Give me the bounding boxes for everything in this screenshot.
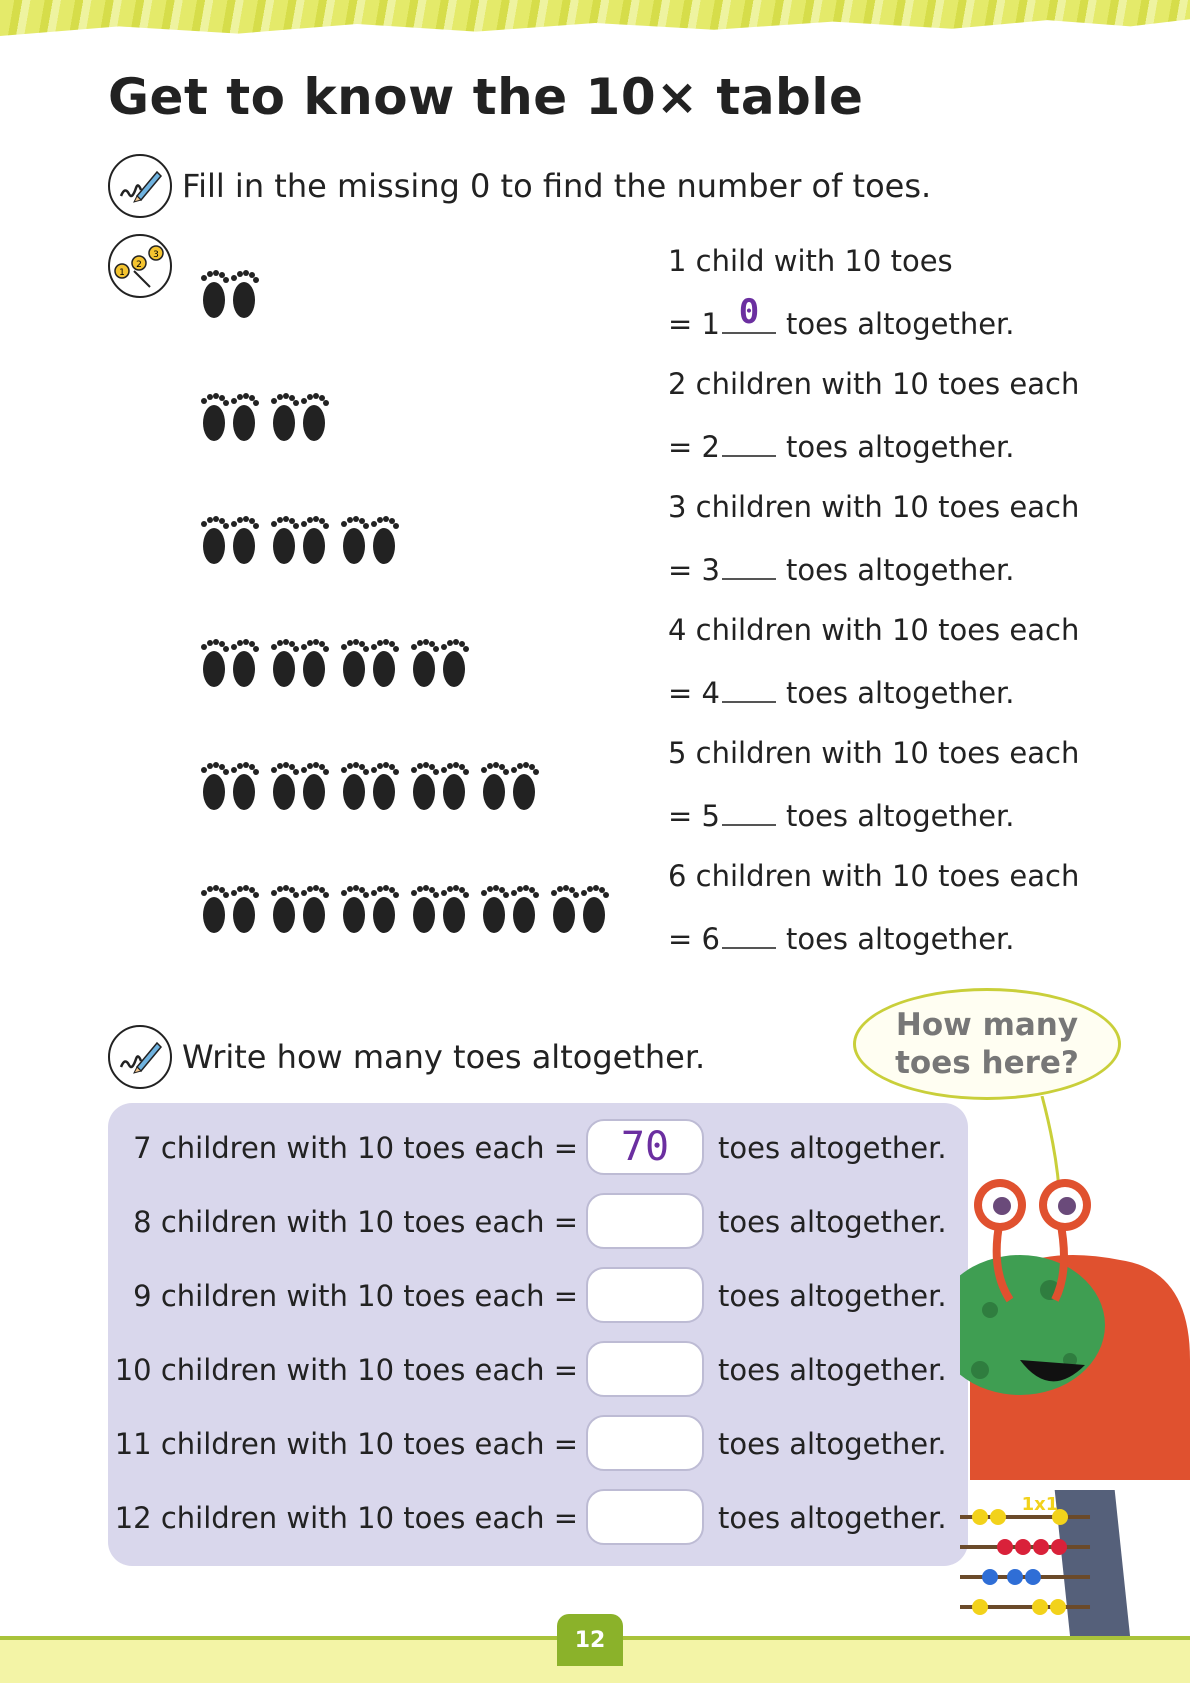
missing-zero-blank[interactable] <box>722 292 776 334</box>
feet-row <box>198 387 334 445</box>
crab-mascot-image <box>960 1160 1190 1640</box>
equation-line2 <box>668 292 1015 341</box>
foot-pair-icon <box>268 510 334 568</box>
answer-row-question: 7 children with 10 toes each = <box>133 1131 578 1165</box>
equation-line2 <box>668 550 1015 587</box>
answer-row-question: 8 children with 10 toes each = <box>133 1205 578 1239</box>
answer-box[interactable] <box>586 1267 704 1323</box>
feet-row <box>198 264 264 322</box>
equation-prefix: = 5 <box>668 799 720 833</box>
top-decorative-band <box>0 0 1190 48</box>
speech-bubble-line2: toes here? <box>895 1045 1079 1081</box>
missing-zero-blank[interactable] <box>722 673 776 703</box>
equation-suffix: toes altogether. <box>785 676 1015 710</box>
answer-row-suffix: toes altogether. <box>718 1501 947 1535</box>
equation-line1: 3 children with 10 toes each <box>668 490 1080 524</box>
answer-row-suffix: toes altogether. <box>718 1427 947 1461</box>
feet-row <box>198 510 404 568</box>
foot-pair-icon <box>338 633 404 691</box>
foot-pair-icon <box>198 879 264 937</box>
equation-suffix: toes altogether. <box>785 430 1015 464</box>
answer-row <box>108 1415 968 1475</box>
foot-pair-icon <box>268 756 334 814</box>
equation-suffix: toes altogether. <box>785 553 1015 587</box>
answer-row-suffix: toes altogether. <box>718 1353 947 1387</box>
foot-pair-icon <box>478 879 544 937</box>
missing-zero-blank[interactable] <box>722 427 776 457</box>
foot-pair-icon <box>338 756 404 814</box>
section1-instruction-text: Fill in the missing 0 to find the number of toes. <box>182 167 932 205</box>
foot-pair-icon <box>408 633 474 691</box>
answer-row-question: 9 children with 10 toes each = <box>133 1279 578 1313</box>
equation-suffix: toes altogether. <box>785 307 1015 341</box>
foot-pair-icon <box>268 633 334 691</box>
answer-box[interactable] <box>586 1415 704 1471</box>
equation-prefix: = 6 <box>668 922 720 956</box>
equation-line2 <box>668 919 1015 956</box>
feet-row <box>198 633 474 691</box>
page-number: 12 <box>557 1614 623 1666</box>
foot-pair-icon <box>478 756 544 814</box>
foot-pair-icon <box>268 879 334 937</box>
speech-bubble-line1: How many <box>895 1007 1079 1043</box>
foot-pair-icon <box>198 756 264 814</box>
equation-prefix: = 4 <box>668 676 720 710</box>
equation-line1: 5 children with 10 toes each <box>668 736 1080 770</box>
foot-pair-icon <box>198 633 264 691</box>
answer-row <box>108 1267 968 1327</box>
equation-prefix: = 1 <box>668 307 720 341</box>
answer-box[interactable] <box>586 1489 704 1545</box>
missing-zero-blank[interactable] <box>722 550 776 580</box>
page-title: Get to know the 10× table <box>108 68 864 126</box>
svg-text:2: 2 <box>136 260 142 270</box>
answer-row <box>108 1119 968 1179</box>
answer-row <box>108 1489 968 1549</box>
foot-pair-icon <box>338 879 404 937</box>
answer-box[interactable] <box>586 1341 704 1397</box>
equation-prefix: = 3 <box>668 553 720 587</box>
section2-instruction-text: Write how many toes altogether. <box>182 1038 706 1076</box>
foot-pair-icon <box>338 510 404 568</box>
answer-row-question: 12 children with 10 toes each = <box>114 1501 578 1535</box>
equation-line1: 4 children with 10 toes each <box>668 613 1080 647</box>
speech-bubble <box>853 988 1121 1100</box>
feet-row <box>198 879 614 937</box>
foot-pair-icon <box>408 756 474 814</box>
foot-pair-icon <box>198 387 264 445</box>
answer-row-question: 11 children with 10 toes each = <box>114 1427 578 1461</box>
svg-text:3: 3 <box>153 250 159 260</box>
foot-pair-icon <box>268 387 334 445</box>
equation-line2 <box>668 427 1015 464</box>
answer-row <box>108 1341 968 1401</box>
pencil-writing-icon <box>108 1025 172 1089</box>
equation-line1: 1 child with 10 toes <box>668 244 953 278</box>
answer-box[interactable]: 70 <box>586 1119 704 1175</box>
equation-line1: 6 children with 10 toes each <box>668 859 1080 893</box>
section2-instruction <box>108 1025 705 1089</box>
handwritten-answer: 0 <box>738 292 760 332</box>
foot-pair-icon <box>548 879 614 937</box>
missing-zero-blank[interactable] <box>722 796 776 826</box>
answer-row <box>108 1193 968 1253</box>
answer-row-suffix: toes altogether. <box>718 1205 947 1239</box>
mascot-badge-text: 1x1 <box>1021 1494 1059 1515</box>
answer-row-suffix: toes altogether. <box>718 1131 947 1165</box>
numbered-steps-icon <box>108 234 172 298</box>
foot-pair-icon <box>198 510 264 568</box>
missing-zero-blank[interactable] <box>722 919 776 949</box>
foot-pair-icon <box>408 879 474 937</box>
equation-line2 <box>668 673 1015 710</box>
answer-panel <box>108 1103 968 1566</box>
equation-prefix: = 2 <box>668 430 720 464</box>
equation-suffix: toes altogether. <box>785 799 1015 833</box>
section1-instruction <box>108 154 931 218</box>
svg-text:1: 1 <box>119 268 125 278</box>
answer-box[interactable] <box>586 1193 704 1249</box>
equation-suffix: toes altogether. <box>785 922 1015 956</box>
answer-row-question: 10 children with 10 toes each = <box>114 1353 578 1387</box>
pencil-writing-icon <box>108 154 172 218</box>
feet-row <box>198 756 544 814</box>
foot-pair-icon <box>198 264 264 322</box>
answer-row-suffix: toes altogether. <box>718 1279 947 1313</box>
equation-line2 <box>668 796 1015 833</box>
equation-line1: 2 children with 10 toes each <box>668 367 1080 401</box>
